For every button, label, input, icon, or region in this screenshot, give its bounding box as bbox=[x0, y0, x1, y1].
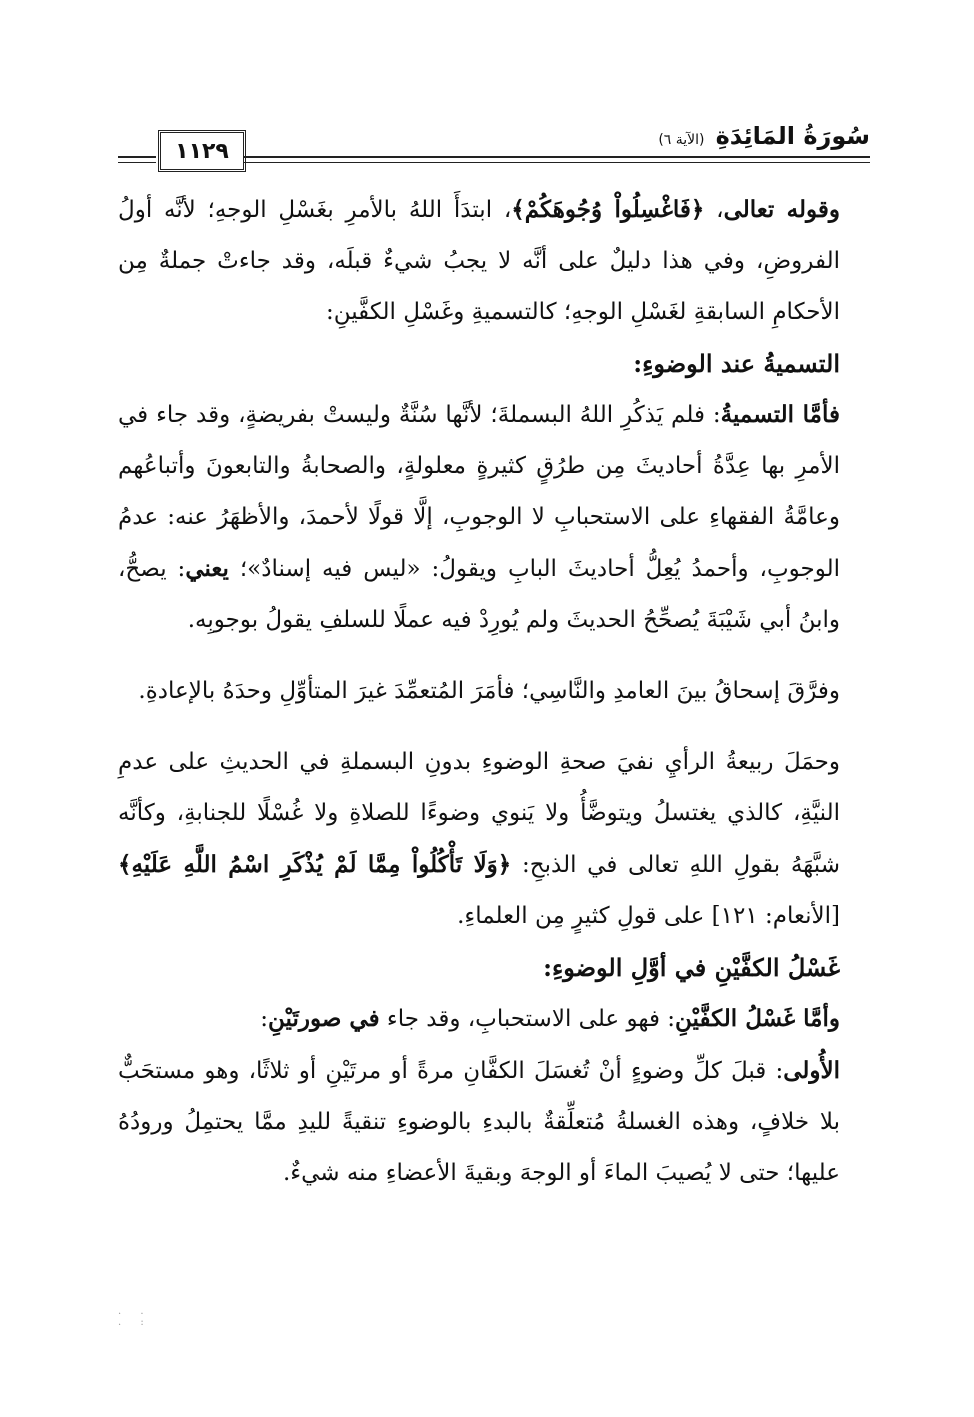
lead-phrase: وقوله تعالى bbox=[723, 196, 841, 223]
paragraph: وفرَّقَ إسحاقُ بينَ العامدِ والنَّاسِي؛ فأمَرَ المُتعمِّدَ غيرَ المتأوِّلِ وحدَهُ بالإعادةِ. bbox=[138, 678, 840, 704]
section-heading: غَسْلُ الكفَّيْنِ في أوَّلِ الوضوءِ: bbox=[543, 953, 840, 982]
quran-quote: ﴿وَلَا تَأْكُلُواْ مِمَّا لَمْ يُذْكَرِ اسْمُ اللَّهِ عَلَيْهِ﴾ bbox=[118, 851, 512, 878]
running-title bbox=[658, 122, 870, 150]
paragraph bbox=[118, 737, 870, 942]
header-rule bbox=[243, 162, 870, 163]
lead-phrase: وأمَّا غَسْلُ الكفَّيْنِ bbox=[675, 1005, 840, 1032]
page-body bbox=[118, 184, 870, 1199]
lead-phrase: في صورتَيْنِ bbox=[268, 1005, 380, 1032]
paragraph-text: ، ابتدَأَ اللهُ بالأمرِ بغَسْلِ الوجهِ؛ لأنَّه أولُ الفروضِ، وفي هذا دليلٌ على أنَّه لا يجبُ شيءٌ قبلَه، وقد جاءتْ جملةٌ مِن الأحكامِ السابقةِ لغَسْلِ الوجهِ؛ كالتسميةِ وغَسْلِ الكفَّينِ: bbox=[118, 197, 840, 325]
scan-specks: . . . : bbox=[118, 1306, 152, 1328]
paragraph-text: [الأنعام: ١٢١] على قولِ كثيرٍ مِن العلماءِ. bbox=[457, 903, 840, 929]
section-heading: التسميةُ عند الوضوءِ: bbox=[633, 349, 840, 378]
paragraph-text: وحمَلَ ربيعةُ الرأيِ نفيَ صحةِ الوضوءِ بدونِ البسملةِ في الحديثِ على عدمِ النيَّةِ، كالذي يغتسلُ ويتوضَّأُ ولا يَنوي وضوءًا للصلاةِ ولا غُسْلًا للجنابةِ، وكأنَّه شبَّهَهُ بقولِ اللهِ تعالى في الذبحِ: bbox=[118, 749, 840, 878]
lead-phrase: الأُولى bbox=[783, 1057, 840, 1084]
paragraph bbox=[118, 993, 870, 1045]
paragraph-text: : قبلَ كلِّ وضوءٍ أنْ تُغسَلَ الكفَّانِ مرةً أو مرتَيْنِ أو ثلاثًا، وهو مستحَبٌّ بلا خلافٍ، وهذه الغسلةُ مُتعلِّقةٌ بالبدءِ بالوضوءِ تنقيةً لليدِ ممَّا يحتمِلُ ورودُهُ عليها؛ حتى لا يُصيبَ الماءَ أو الوجهَ وبقيةَ الأعضاءِ منه شيءٌ. bbox=[118, 1058, 840, 1186]
header-rule bbox=[118, 162, 156, 163]
page-header bbox=[118, 118, 870, 174]
header-rule bbox=[243, 156, 870, 158]
surah-name: سُورَةُ المَائِدَةِ bbox=[715, 122, 870, 150]
paragraph: وقوله تعالى، ﴿فَاغْسِلُواْ وُجُوهَكُمْ﴾، ابتدَأَ اللهُ بالأمرِ بغَسْلِ الوجهِ؛ لأنَّه أولُ الفروضِ، وفي هذا دليلٌ على أنَّه لا يجبُ شيءٌ قبلَه، وقد جاءتْ جملةٌ مِن الأحكامِ السابقةِ لغَسْلِ الوجهِ؛ كالتسميةِ وغَسْلِ الكفَّينِ: bbox=[118, 196, 841, 325]
lead-phrase: يعني bbox=[185, 555, 229, 582]
quran-quote: ﴿فَاغْسِلُواْ وُجُوهَكُمْ﴾ bbox=[511, 196, 705, 223]
paragraph-text: : يصحُّ، وابنُ أبي شَيْبَةَ يُصحِّحُ الحديثَ ولم يُورِدْ فيه عملًا للسلفِ يقولُ بوجوبِه. bbox=[118, 556, 840, 633]
paragraph bbox=[118, 1045, 870, 1199]
lead-phrase: فأمَّا التسميةُ bbox=[720, 401, 840, 428]
paragraph-text: : فهو على الاستحبابِ، وقد جاء bbox=[379, 1006, 675, 1032]
header-rule bbox=[118, 156, 156, 158]
page-number: ١١٢٩ bbox=[158, 130, 246, 172]
paragraph-text: : bbox=[260, 1006, 269, 1032]
paragraph-text: : فلم يَذكُرِ اللهُ البسملةَ؛ لأنَّها سُنَّةٌ وليستْ بفريضةٍ، وقد جاء في الأمرِ بها عِدَّةُ أحاديثَ مِن طرُقٍ كثيرةٍ معلولةٍ، والصحابةُ والتابعونَ وأتباعُهم وعامَّةُ الفقهاءِ على الاستحبابِ لا الوجوبِ، إلَّا قولًا لأحمدَ، والأظهَرُ عنه: عدمُ الوجوبِ، وأحمدُ يُعِلُّ أحاديثَ البابِ ويقولُ: «ليس فيه إسنادٌ»؛ bbox=[118, 402, 840, 582]
ayah-reference: (الآية ٦) bbox=[658, 132, 705, 148]
paragraph bbox=[118, 389, 870, 646]
